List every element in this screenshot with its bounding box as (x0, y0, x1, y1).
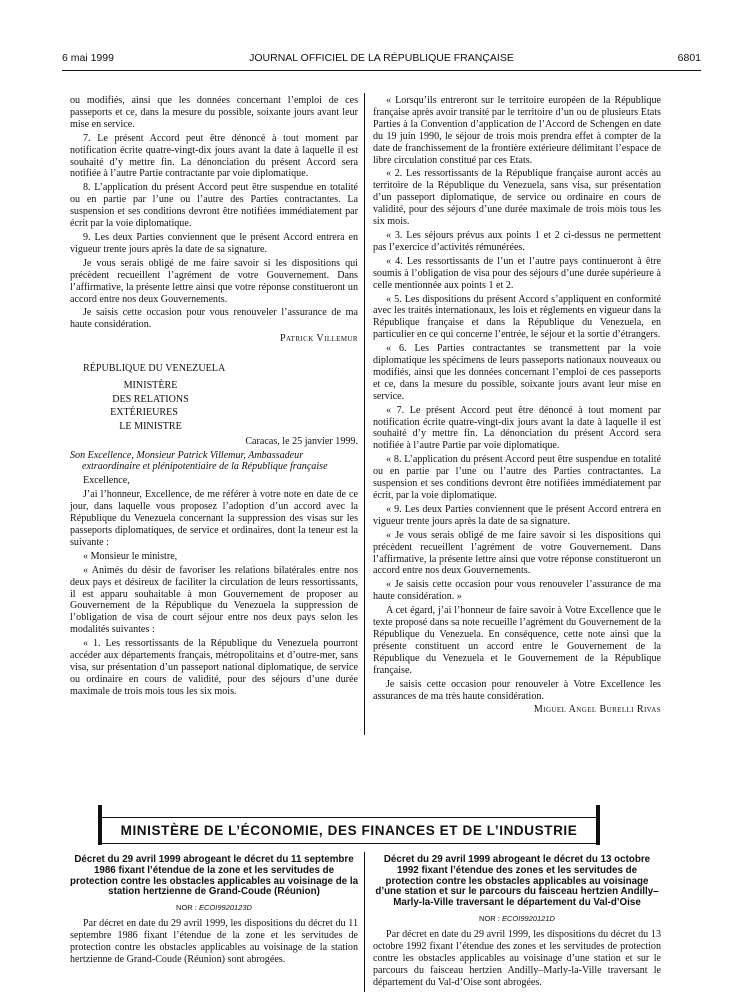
signature-french: Patrick Villemur (279, 333, 358, 345)
letterhead-minister: LE MINISTRE (119, 421, 182, 433)
issue-date: 6 mai 1999 (62, 52, 114, 64)
paragraph: « Lorsqu’ils entreront sur le territoire européen de la République française après avoir transité par le territoire d’un ou de plusieurs Etats Parties à la Convention d’application de l’Accord de Schengen en date du 19 juin 1990, le séjour de trois mois prendra effet à compter de la date de franchissement de la frontière extérieure délimitant l’espace de libre circulation constitué par ces Etats. (373, 95, 661, 166)
paragraph: « Je saisis cette occasion pour vous renouveler l’assurance de ma haute considération. » (373, 579, 661, 603)
paragraph: « 1. Les ressortissants de la République du Venezuela pourront accéder aux départements français, métropolitains et d’outre-mer, sans visa, sur présentation d’un passeport national diplomatique, de service ou ordinaire en cours de validité, pour des séjours d’une durée maximale de trois mois tous les six mois. (70, 638, 358, 697)
paragraph: ou modifiés, ainsi que les données concernant l’emploi de ces passeports et ce, dans la mesure du possible, soixante jours avant leur mise en service. (70, 95, 358, 130)
header-rule (62, 70, 701, 71)
column-divider (364, 93, 365, 735)
decree-body: Par décret en date du 29 avril 1999, les dispositions du décret du 13 octobre 1992 fixant l’étendue des zones et les servitudes de protection contre les obstacles applicables au voisinage d’une station et sur le parcours du faisceau hertzien Andilly–Marly-la-Ville traversant le département du Val-d’Oise sont abrogées. (373, 928, 661, 988)
nor-code: ECOI9920123D (198, 903, 252, 913)
paragraph: 9. Les deux Parties conviennent que le présent Accord entrera en vigueur trente jours après la date de sa signature. (70, 231, 358, 255)
paragraph: Je vous serais obligé de me faire savoir si les dispositions qui précèdent recueillent l’agrément de votre Gouvernement. Dans l’affirmative, la présente lettre ainsi que votre réponse constitueront un accord entre nos deux Gouvernements. (70, 257, 358, 305)
signature-venezuela: Miguel Angel Burelli Rivas (533, 704, 661, 716)
journal-title: JOURNAL OFFICIEL DE LA RÉPUBLIQUE FRANÇAISE (249, 52, 514, 64)
addressee: Son Excellence, Monsieur Patrick Villemur, Ambassadeur extraordinaire et plénipotentiaire de la République française (70, 449, 328, 473)
venezuela-letterhead (70, 363, 358, 434)
place-date: Caracas, le 25 janvier 1999. (245, 435, 358, 447)
paragraph: 8. L’application du présent Accord peut être suspendue en totalité ou en partie par l’une ou l’autre des Parties contractantes. La suspension et ses conditions devront être notifiées immédiatement par écrit par la voie diplomatique. (70, 182, 358, 230)
decree-body: Par décret en date du 29 avril 1999, les dispositions du décret du 11 septembre 1986 fixant l’étendue de la zone et les servitudes de protection contre les obstacles applicables au voisinage de la station hertzienne de Grand-Coude (Réunion) sont abrogées. (70, 918, 358, 965)
paragraph: J’ai l’honneur, Excellence, de me référer à votre note en date de ce jour, dans laquelle vous proposez l’adoption d’un accord avec la République du Venezuela concernant la suppression des visas sur les passeports diplomatiques, de service et ordinaires, dont la teneur est la suivante : (70, 489, 358, 548)
letterhead-republic: RÉPUBLIQUE DU VENEZUELA (83, 363, 226, 375)
decree-left (70, 855, 358, 966)
paragraph: A cet égard, j’ai l’honneur de faire savoir à Votre Excellence que le texte proposé dans sa note recueille l’agrément du Gouvernement de la République du Venezuela. En conséquence, cette note ainsi que la présente constituent un accord entre le Gouvernement de la République du Venezuela et le Gouvernement de la République française. (373, 605, 661, 676)
nor-reference (70, 903, 358, 912)
nor-reference (373, 914, 661, 923)
paragraph: « 9. Les deux Parties conviennent que le présent Accord entrera en vigueur trente jours après la date de sa signature. (373, 503, 661, 527)
paragraph: « 2. Les ressortissants de la République française auront accès au territoire de la République du Venezuela, sans visa, sur présentation d’un passeport diplomatique, de service ou ordinaire en cours de validité, pour des séjours d’une durée maximale de trois mois tous les six mois. (373, 168, 661, 228)
decree-title: Décret du 29 avril 1999 abrogeant le décret du 13 octobre 1992 fixant l’étendue des zones et les servitudes de protection contre les obstacles applicables au voisinage d’une station et sur le parcours du faisceau hertzien Andilly–Marly-la-Ville traversant le département du Val-d’Oise (375, 854, 659, 909)
ministry-banner (98, 817, 600, 844)
letterhead-external-relations: DES RELATIONS EXTÉRIEURES (110, 394, 189, 418)
paragraph: 7. Le présent Accord peut être dénoncé à tout moment par notification écrite quatre-vingt-dix jours avant la date à laquelle il est souhaité d’y mettre fin. La dénonciation du présent Accord sera notifiée à l’autre Partie contractante par voie diplomatique. (70, 132, 358, 180)
paragraph: « Je vous serais obligé de me faire savoir si les dispositions qui précèdent recueillent l’agrément de votre Gouvernement. Dans l’affirmative, la présente lettre ainsi que votre réponse constitueront un accord entre nos deux Gouvernements. (373, 529, 661, 577)
ministry-name: MINISTÈRE DE L’ÉCONOMIE, DES FINANCES ET DE L’INDUSTRIE (120, 823, 578, 838)
decree-right (373, 855, 661, 989)
paragraph: « 4. Les ressortissants de l’un et l’autre pays continueront à être soumis à l’obligation de visa pour des séjours d’une durée supérieure à celle mentionnée aux points 1 et 2. (373, 255, 661, 291)
paragraph: « 8. L’application du présent Accord peut être suspendue en totalité ou en partie par l’une ou l’autre des Parties contractantes. La suspension et ses conditions devront être notifiées immédiatement par écrit, par la voie diplomatique. (373, 454, 661, 501)
salutation: Excellence, (83, 475, 130, 487)
page-header (62, 52, 701, 68)
paragraph: « 3. Les séjours prévus aux points 1 et 2 ci-dessus ne permettent pas l’exercice d’activités rémunérées. (373, 229, 661, 253)
paragraph: « 5. Les dispositions du présent Accord s’appliquent en conformité avec les traités internationaux, les lois et règlements en vigueur dans la République française et dans la République du Venezuela, en particulier en ce qui concerne l’entrée, le séjour et la sortie d’étrangers. (373, 293, 661, 341)
paragraph: Je saisis cette occasion pour vous renouveler l’assurance de ma haute considération. (70, 307, 358, 331)
nor-label: NOR : (176, 903, 197, 913)
paragraph: « Monsieur le ministre, (83, 550, 178, 562)
left-column (70, 95, 358, 700)
paragraph: « Animés du désir de favoriser les relations bilatérales entre nos deux pays et désireux de faciliter la circulation de leurs ressortissants, il est apparu souhaitable à mon Gouvernement de proposer au Gouvernement de la République du Venezuela la suppression de l’obligation de visa de court séjour entre nos deux pays selon les modalités suivantes : (70, 564, 358, 636)
column-divider-decrees (364, 852, 365, 992)
nor-code: ECOI9920121D (501, 913, 555, 923)
paragraph: « 7. Le présent Accord peut être dénoncé à tout moment par notification écrite quatre-vingt-dix jours avant la date à laquelle il est souhaité d’y mettre fin. La dénonciation du présent Accord sera notifiée à l’autre Partie par voie diplomatique. (373, 404, 661, 452)
page-number: 6801 (677, 52, 701, 64)
paragraph: Je saisis cette occasion pour renouveler à Votre Excellence les assurances de ma très haute considération. (373, 678, 661, 702)
letterhead-ministry: MINISTÈRE (123, 379, 178, 391)
right-column (373, 95, 661, 726)
decree-title: Décret du 29 avril 1999 abrogeant le décret du 11 septembre 1986 fixant l’étendue de la zone et les servitudes de protection contre les obstacles applicables au voisinage de la station hertzienne de Grand-Coude (Réunion) (70, 854, 359, 898)
nor-label: NOR : (479, 913, 500, 923)
paragraph: « 6. Les Parties contractantes se transmettent par la voie diplomatique les spécimens de leurs passeports nationaux nouveaux ou modifiés, ainsi que les données concernant l’emploi de ces passeports et ce, dans la mesure du possible, soixante jours avant leur mise en service. (373, 343, 661, 402)
